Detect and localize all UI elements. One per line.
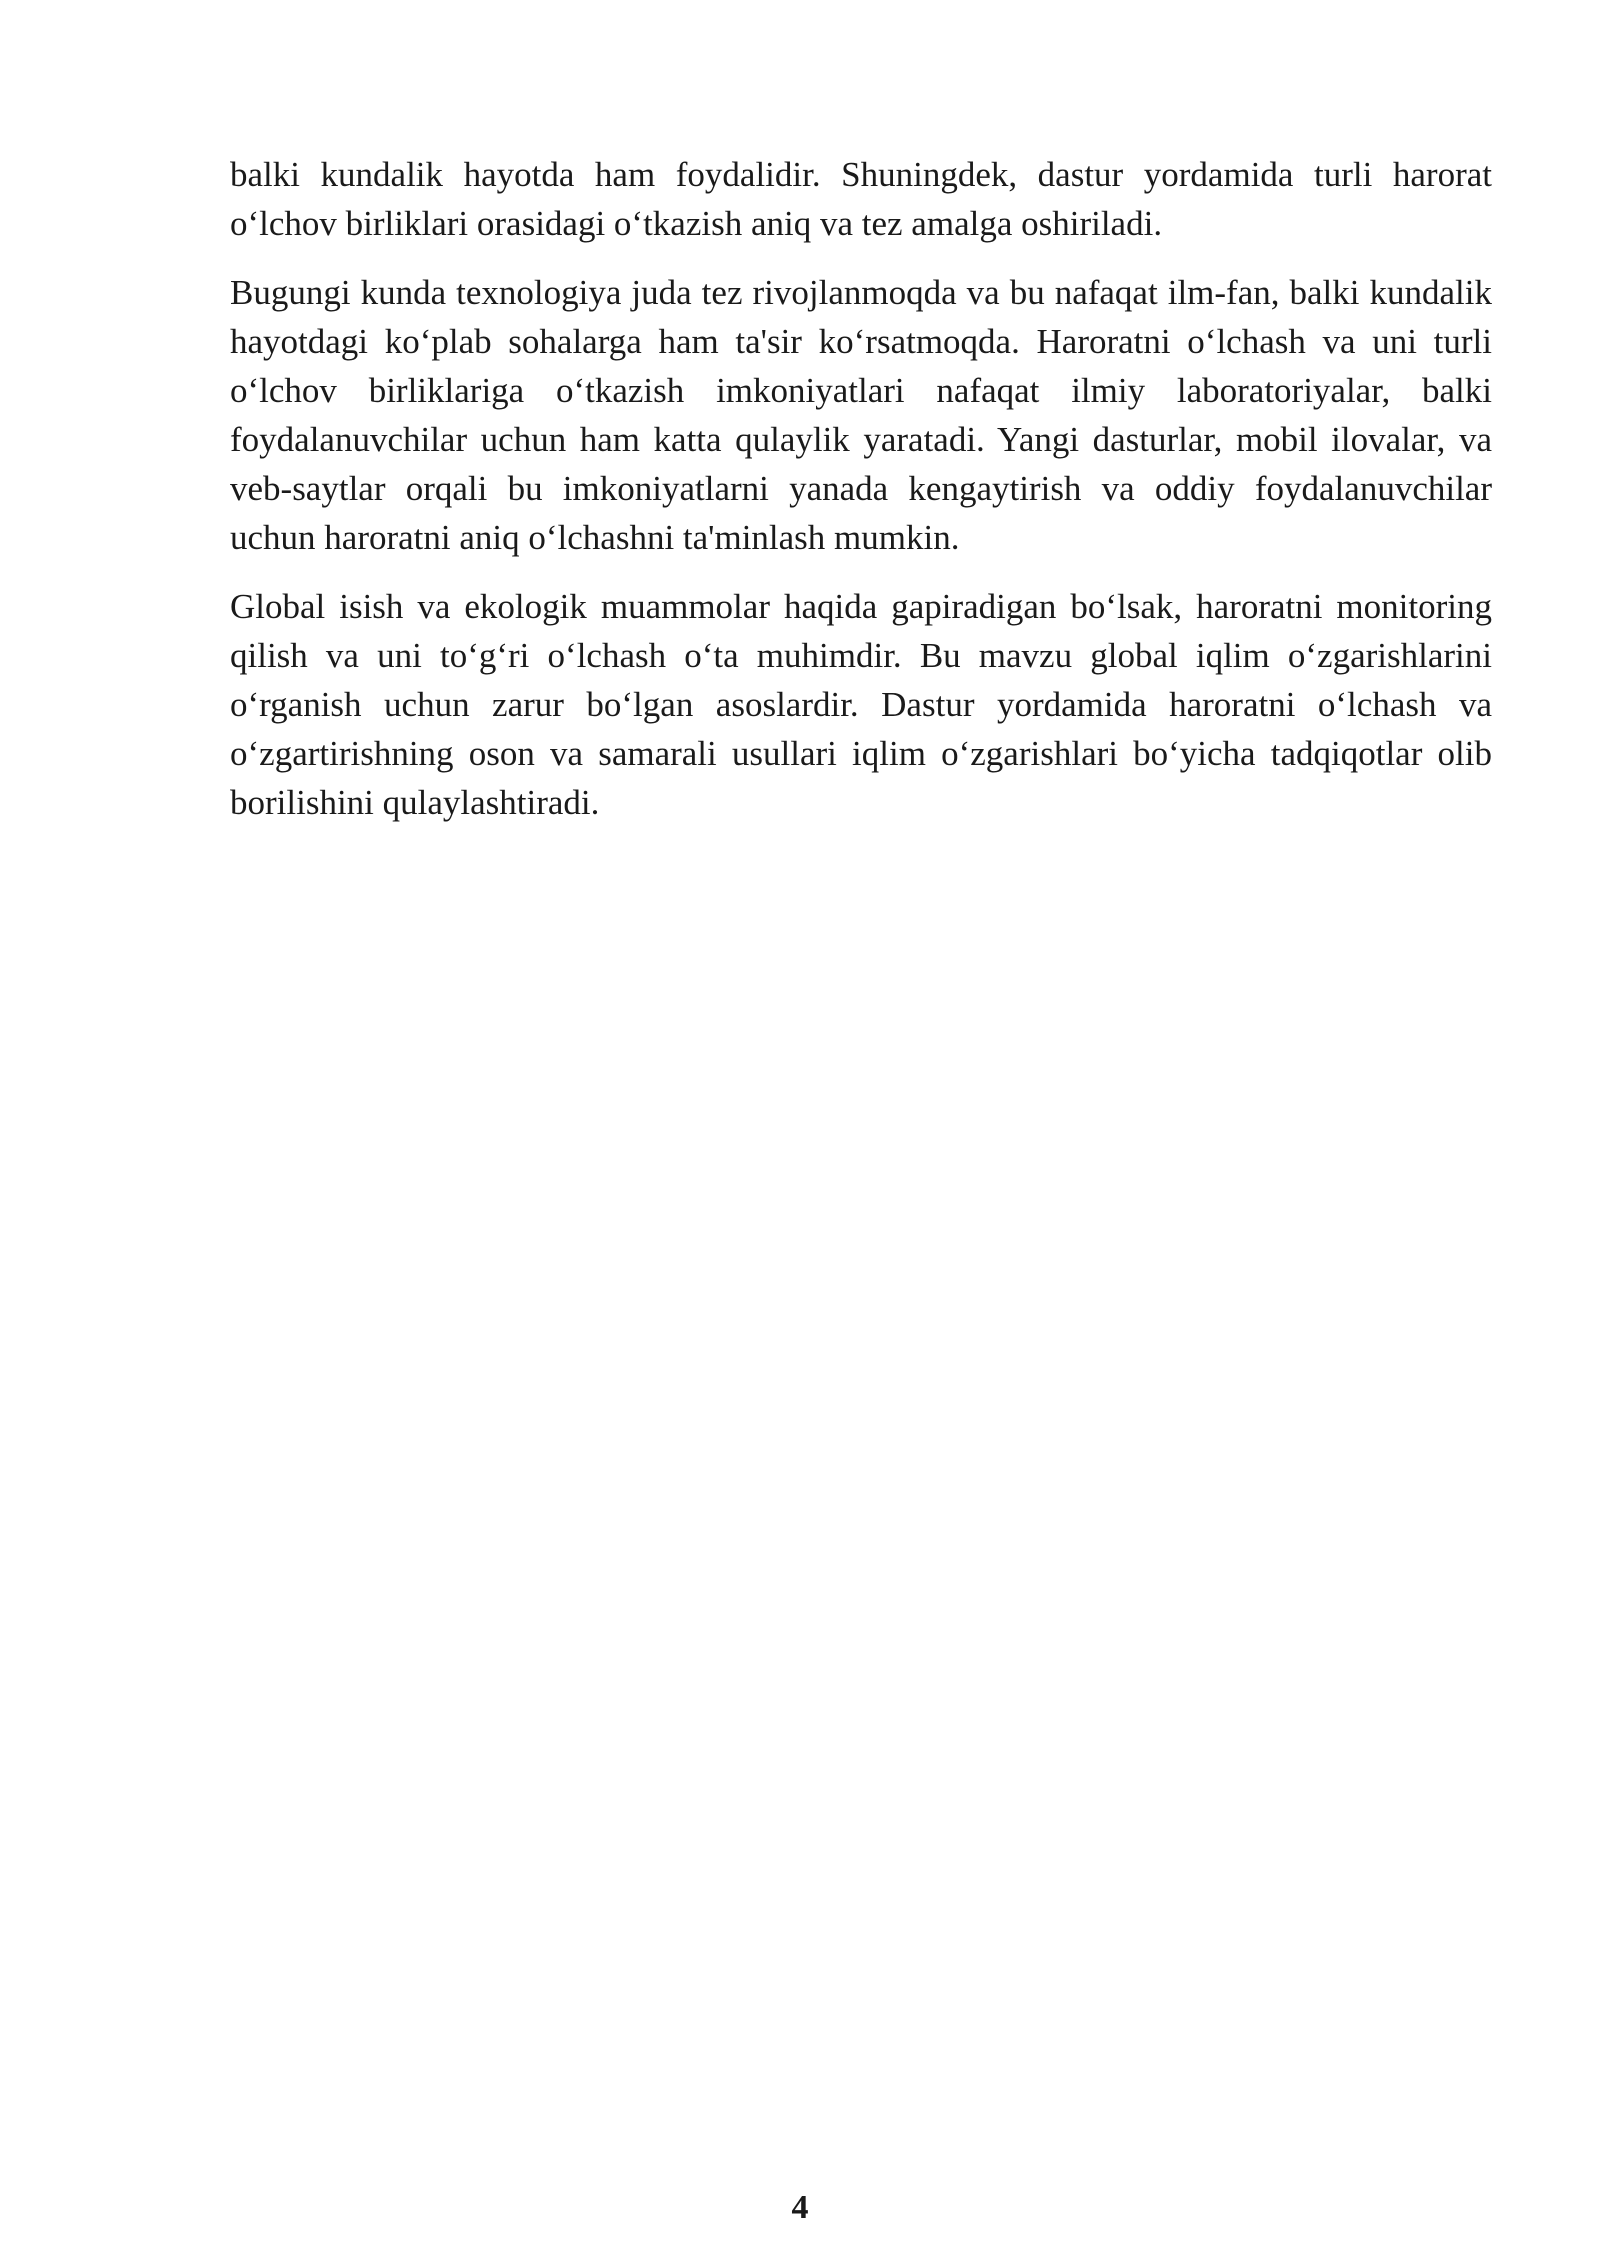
page-number: 4 <box>791 2189 809 2226</box>
paragraph-technology: Bugungi kunda texnologiya juda tez rivojlanmoqda va bu nafaqat ilm-fan, balki kundalik hayotdagi ko‘plab sohalarga ham ta'sir ko‘rsatmoqda. Haroratni o‘lchash va uni turli o‘lchov birliklariga o‘tkazish imkoniyatlari nafaqat ilmiy laboratoriyalar, balki foydalanuvchilar uchun ham katta qulaylik yaratadi. Yangi dasturlar, mobil ilovalar, va veb-saytlar orqali bu imkoniyatlarni yanada kengaytirish va oddiy foydalanuvchilar uchun haroratni aniq o‘lchashni ta'minlash mumkin. <box>230 273 1492 557</box>
page-body <box>230 150 1492 847</box>
paragraph-continuation: balki kundalik hayotda ham foydalidir. Shuningdek, dastur yordamida turli harorat o‘lchov birliklari orasidagi o‘tkazish aniq va tez amalga oshiriladi. <box>230 155 1492 243</box>
paragraph-global-warming: Global isish va ekologik muammolar haqida gapiradigan bo‘lsak, haroratni monitoring qilish va uni to‘g‘ri o‘lchash o‘ta muhimdir. Bu mavzu global iqlim o‘zgarishlarini o‘rganish uchun zarur bo‘lgan asoslardir. Dastur yordamida haroratni o‘lchash va o‘zgartirishning oson va samarali usullari iqlim o‘zgarishlari bo‘yicha tadqiqotlar olib borilishini qulaylashtiradi. <box>230 587 1492 822</box>
